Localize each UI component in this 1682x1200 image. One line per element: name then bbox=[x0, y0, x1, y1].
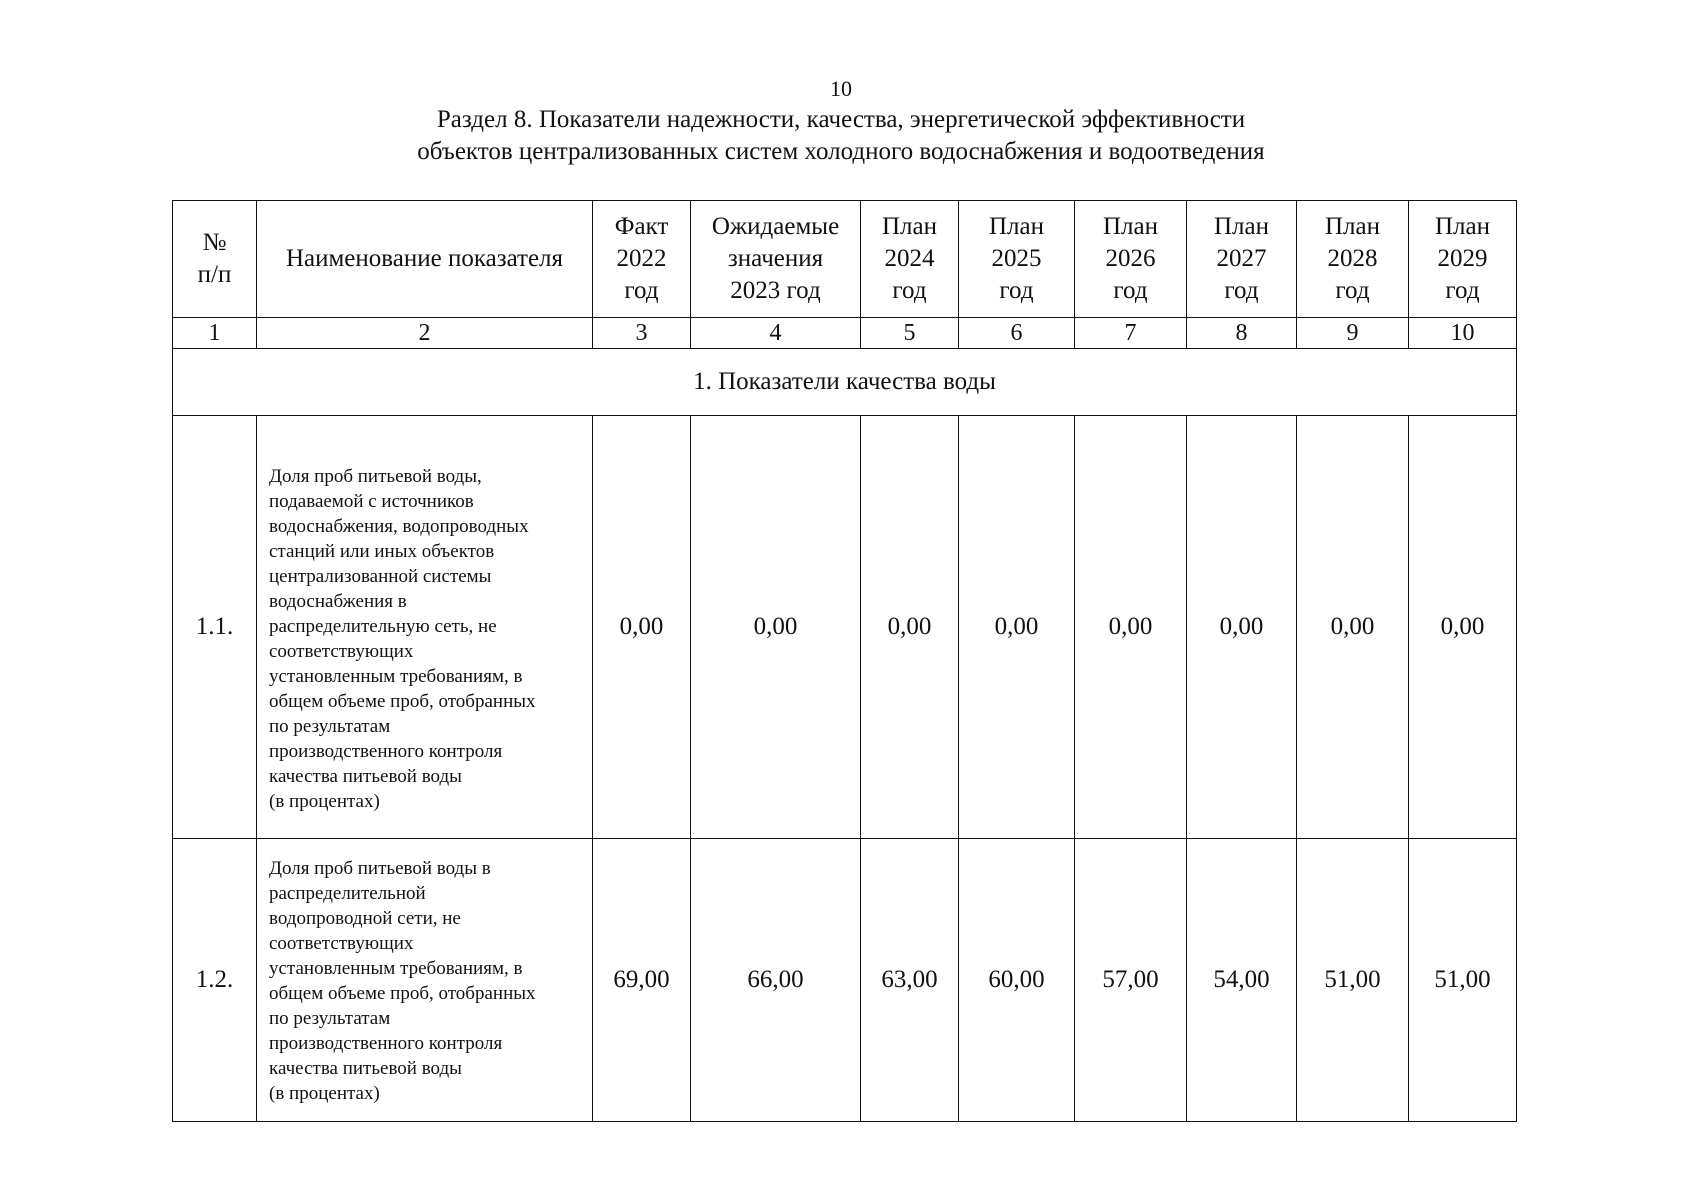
indicator-name-line: общем объеме проб, отобранных bbox=[269, 691, 536, 712]
column-number: 5 bbox=[861, 318, 959, 349]
value-plan-2027: 54,00 bbox=[1187, 839, 1297, 1122]
header-expected-2023: Ожидаемые значения 2023 год bbox=[691, 201, 861, 318]
indicator-name-line: качества питьевой воды bbox=[269, 1058, 462, 1079]
indicator-name bbox=[257, 839, 593, 1122]
section-row bbox=[173, 349, 1517, 416]
value-fact-2022: 0,00 bbox=[593, 416, 691, 839]
indicator-name-line: Доля проб питьевой воды в bbox=[269, 858, 491, 879]
row-number: 1.1. bbox=[173, 416, 257, 839]
value-plan-2024: 0,00 bbox=[861, 416, 959, 839]
header-plan-2028: План 2028 год bbox=[1297, 201, 1409, 318]
value-plan-2029: 51,00 bbox=[1409, 839, 1517, 1122]
indicator-name-line: Доля проб питьевой воды, bbox=[269, 466, 482, 487]
page-number: 10 bbox=[830, 76, 852, 101]
column-number: 1 bbox=[173, 318, 257, 349]
column-number: 6 bbox=[959, 318, 1075, 349]
section-heading-line-1: Раздел 8. Показатели надежности, качества, энергетической эффективности bbox=[436, 106, 1246, 133]
indicator-name bbox=[257, 416, 593, 839]
indicator-name-line: установленным требованиям, в bbox=[269, 958, 523, 979]
value-expected-2023: 66,00 bbox=[691, 839, 861, 1122]
section-heading-line-2: объектов централизованных систем холодного водоснабжения и водоотведения bbox=[417, 138, 1265, 165]
indicator-name-line: распределительной bbox=[269, 883, 426, 904]
indicator-name-line: производственного контроля bbox=[269, 741, 503, 762]
row-number: 1.2. bbox=[173, 839, 257, 1122]
indicator-name-line: станций или иных объектов bbox=[269, 541, 495, 562]
table-row bbox=[173, 416, 1517, 839]
value-plan-2028: 0,00 bbox=[1297, 416, 1409, 839]
column-number: 4 bbox=[691, 318, 861, 349]
column-number: 2 bbox=[257, 318, 593, 349]
column-number: 8 bbox=[1187, 318, 1297, 349]
section-heading bbox=[0, 104, 1682, 168]
value-plan-2025: 60,00 bbox=[959, 839, 1075, 1122]
indicator-name-line: установленным требованиям, в bbox=[269, 666, 523, 687]
header-fact-2022: Факт 2022 год bbox=[593, 201, 691, 318]
value-plan-2025: 0,00 bbox=[959, 416, 1075, 839]
section-title: 1. Показатели качества воды bbox=[173, 349, 1517, 416]
column-number: 7 bbox=[1075, 318, 1187, 349]
column-number-row bbox=[173, 318, 1517, 349]
indicator-name-line: (в процентах) bbox=[269, 1083, 380, 1104]
header-plan-2024: План 2024 год bbox=[861, 201, 959, 318]
value-expected-2023: 0,00 bbox=[691, 416, 861, 839]
header-plan-2029: План 2029 год bbox=[1409, 201, 1517, 318]
indicator-name-line: водоснабжения, водопроводных bbox=[269, 516, 529, 537]
value-fact-2022: 69,00 bbox=[593, 839, 691, 1122]
indicator-name-line: общем объеме проб, отобранных bbox=[269, 983, 536, 1004]
value-plan-2029: 0,00 bbox=[1409, 416, 1517, 839]
indicator-name-line: централизованной системы bbox=[269, 566, 492, 587]
header-plan-2026: План 2026 год bbox=[1075, 201, 1187, 318]
value-plan-2026: 57,00 bbox=[1075, 839, 1187, 1122]
column-number: 9 bbox=[1297, 318, 1409, 349]
indicators-table bbox=[172, 200, 1517, 1122]
value-plan-2026: 0,00 bbox=[1075, 416, 1187, 839]
indicator-name-line: водоснабжения в bbox=[269, 591, 407, 612]
value-plan-2027: 0,00 bbox=[1187, 416, 1297, 839]
indicator-name-line: водопроводной сети, не bbox=[269, 908, 461, 929]
header-plan-2027: План 2027 год bbox=[1187, 201, 1297, 318]
value-plan-2028: 51,00 bbox=[1297, 839, 1409, 1122]
indicator-name-line: соответствующих bbox=[269, 933, 414, 954]
header-name: Наименование показателя bbox=[257, 201, 593, 318]
header-num: № п/п bbox=[173, 201, 257, 318]
table-header-row bbox=[173, 201, 1517, 318]
indicator-name-line: распределительную сеть, не bbox=[269, 616, 497, 637]
indicator-name-line: качества питьевой воды bbox=[269, 766, 462, 787]
indicator-name-line: по результатам bbox=[269, 1008, 391, 1029]
table-row bbox=[173, 839, 1517, 1122]
value-plan-2024: 63,00 bbox=[861, 839, 959, 1122]
indicator-name-line: по результатам bbox=[269, 716, 391, 737]
header-plan-2025: План 2025 год bbox=[959, 201, 1075, 318]
indicator-name-line: подаваемой с источников bbox=[269, 491, 474, 512]
indicator-name-line: соответствующих bbox=[269, 641, 414, 662]
column-number: 10 bbox=[1409, 318, 1517, 349]
indicator-name-line: производственного контроля bbox=[269, 1033, 503, 1054]
indicator-name-line: (в процентах) bbox=[269, 791, 380, 812]
column-number: 3 bbox=[593, 318, 691, 349]
